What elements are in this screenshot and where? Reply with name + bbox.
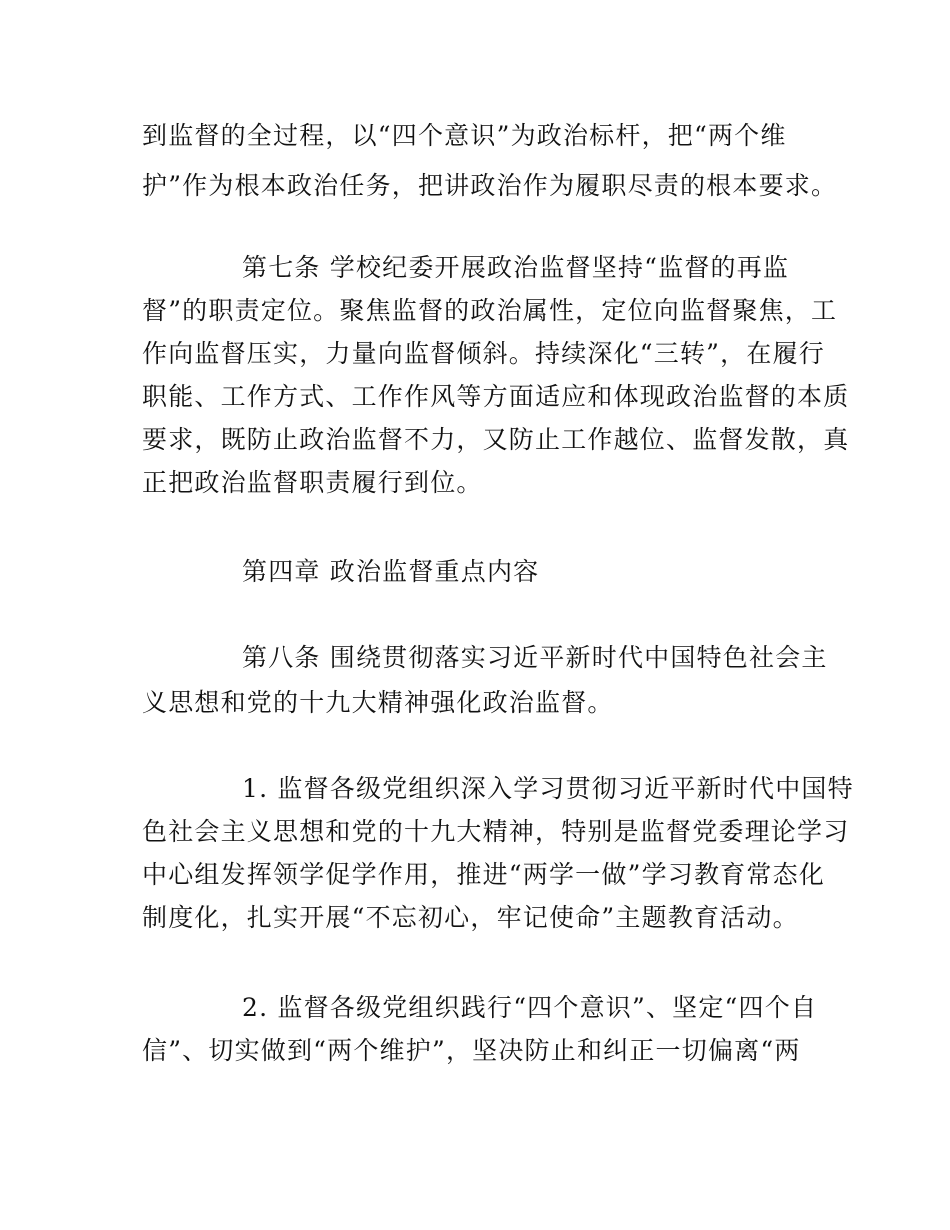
text-line: 信”、切实做到“两个维护”，坚决防止和纠正一切偏离“两 — [142, 1036, 801, 1065]
list-item-2: 2. 监督各级党组织践行“四个意识”、坚定“四个自 — [242, 993, 818, 1022]
article-heading-8: 第八条 围绕贯彻落实习近平新时代中国特色社会主 — [242, 643, 828, 672]
text-line: 到监督的全过程，以“四个意识”为政治标杆，把“两个维 — [142, 121, 787, 150]
list-item-1: 1. 监督各级党组织深入学习贯彻习近平新时代中国特 — [242, 774, 854, 803]
text-line: 要求，既防止政治监督不力，又防止工作越位、监督发散，真 — [142, 425, 850, 454]
chapter-heading: 第四章 政治监督重点内容 — [242, 557, 540, 586]
text-line: 色社会主义思想和党的十九大精神，特别是监督党委理论学习 — [142, 817, 850, 846]
article-heading-7: 第七条 学校纪委开展政治监督坚持“监督的再监 — [242, 253, 790, 282]
text-line: 护”作为根本政治任务，把讲政治作为履职尽责的根本要求。 — [142, 171, 838, 200]
text-line: 职能、工作方式、工作作风等方面适应和体现政治监督的本质 — [142, 382, 850, 411]
text-line: 义思想和党的十九大精神强化政治监督。 — [142, 688, 614, 717]
text-line: 正把政治监督职责履行到位。 — [142, 468, 483, 497]
text-line: 督”的职责定位。聚焦监督的政治属性，定位向监督聚焦，工 — [142, 296, 838, 325]
text-line: 中心组发挥领学促学作用，推进“两学一做”学习教育常态化 — [142, 860, 825, 889]
text-line: 作向监督压实，力量向监督倾斜。持续深化“三转”，在履行 — [142, 339, 825, 368]
text-line: 制度化，扎实开展“不忘初心，牢记使命”主题教育活动。 — [142, 903, 799, 932]
